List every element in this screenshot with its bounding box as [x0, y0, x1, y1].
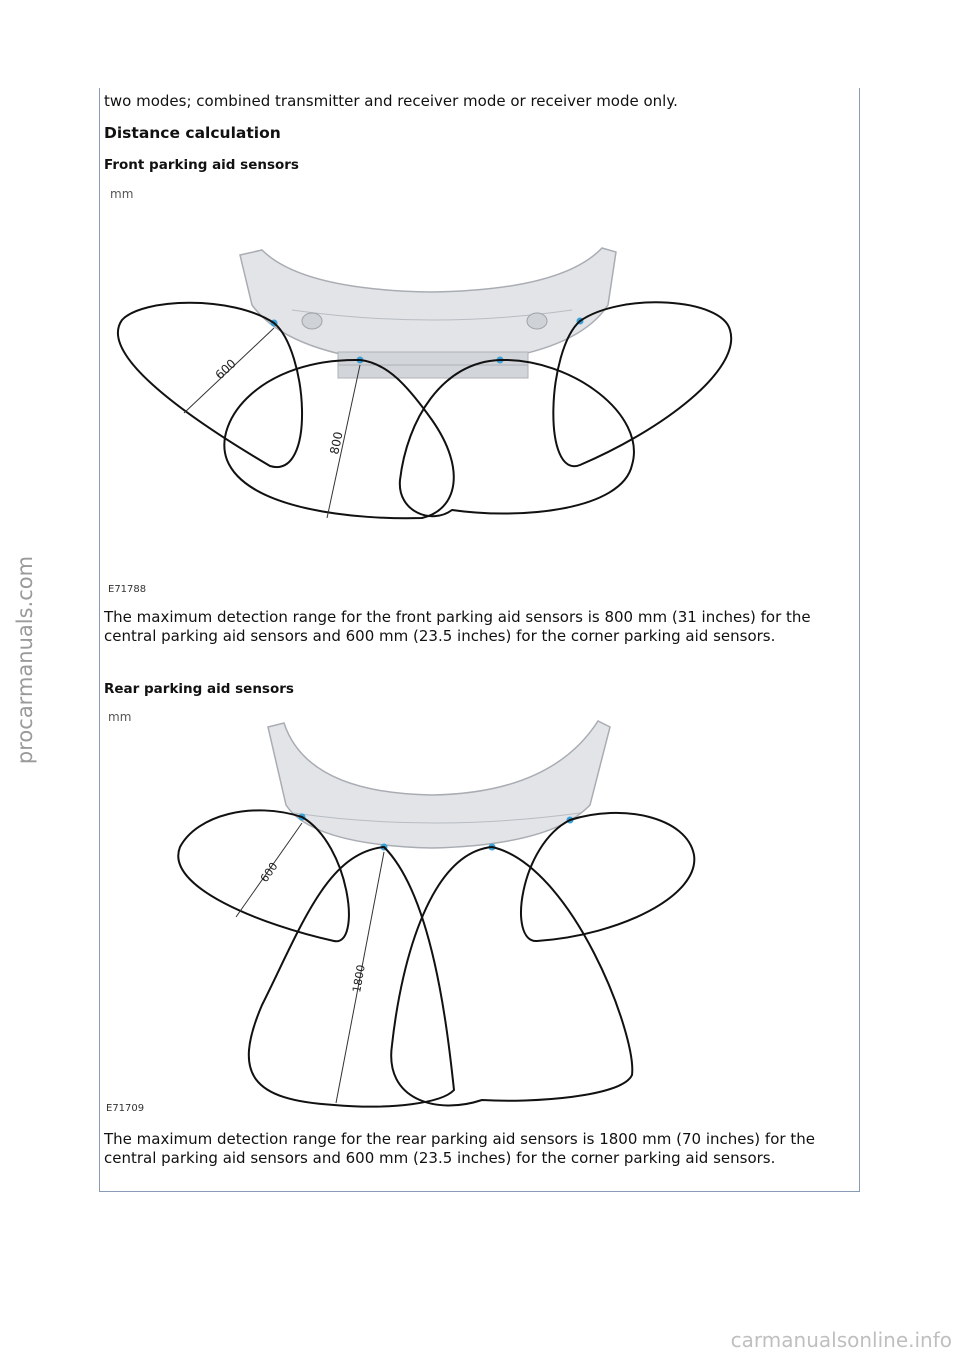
front-unit-label: mm: [110, 187, 134, 201]
front-bumper: [240, 248, 616, 365]
front-sensor-figure: [102, 180, 762, 595]
rear-caption: The maximum detection range for the rear parking aid sensors is 1800 mm (70 inches) for the central parking aid sensors and 600 mm (23.5 inches) for the corner parking aid sensors.: [104, 1130, 815, 1167]
rear-dim-center: 1800: [350, 963, 368, 994]
front-dim-center: 800: [327, 430, 346, 456]
front-zone-center-right: [400, 360, 634, 516]
rear-dim-corner: 600: [257, 860, 281, 885]
front-figure-code: E71788: [108, 584, 147, 595]
rear-unit-label: mm: [108, 710, 132, 724]
intro-text: two modes; combined transmitter and receiver mode or receiver mode only.: [104, 92, 678, 110]
section-title: Distance calculation: [104, 124, 281, 142]
rear-bumper: [268, 721, 610, 848]
bottom-watermark: carmanualsonline.info: [730, 1328, 952, 1352]
rear-zone-corner-right: [521, 813, 694, 941]
side-watermark: [0, 0, 50, 1358]
front-fog-lamp-right: [527, 313, 547, 329]
rear-figure-code: E71709: [106, 1103, 145, 1114]
front-fog-lamp-left: [302, 313, 322, 329]
rear-zone-center-right: [391, 847, 632, 1105]
front-caption: The maximum detection range for the front parking aid sensors is 800 mm (31 inches) for the central parking aid sensors and 600 mm (23.5 inches) for the corner parking aid sensors.: [104, 608, 811, 645]
rear-heading: Rear parking aid sensors: [104, 681, 294, 697]
front-heading: Front parking aid sensors: [104, 157, 299, 173]
front-dim-corner: 600: [212, 356, 239, 383]
rear-zone-center-left: [249, 847, 454, 1107]
watermark-text: procarmanuals.com: [13, 555, 37, 765]
rear-sensor-figure: [102, 705, 722, 1117]
